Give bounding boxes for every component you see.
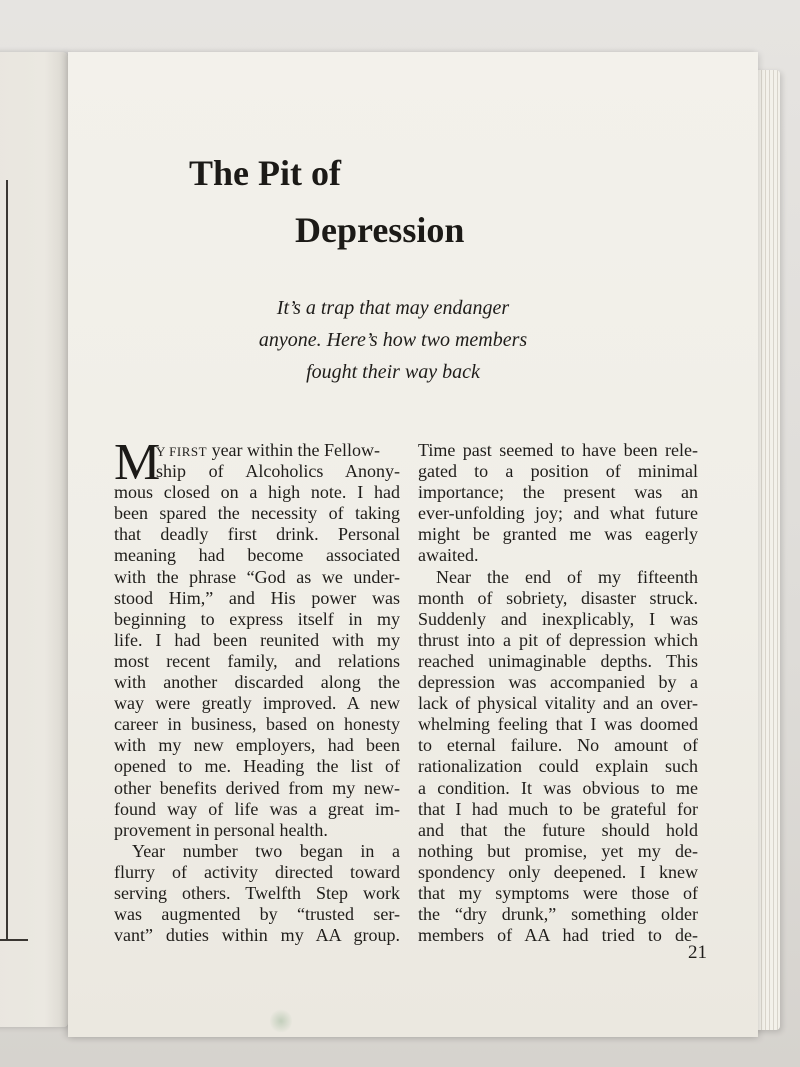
body-line: lack of physical vitality and an over- — [418, 693, 698, 714]
right-column — [418, 440, 698, 946]
body-line: thrust into a pit of depression which — [418, 629, 698, 650]
body-line: importance; the present was an — [418, 482, 698, 503]
body-line: Time past seemed to have been rele- — [418, 440, 698, 460]
small-caps-lead: Y FIRST — [156, 444, 208, 459]
body-line: rationalization could explain such — [418, 756, 698, 777]
body-line: stood Him,” and His power was — [114, 587, 400, 608]
page-number: 21 — [688, 942, 707, 963]
body-line: the “dry drunk,” something older — [418, 904, 698, 925]
body-line: Suddenly and inexplicably, I was — [418, 608, 698, 629]
body-line: flurry of activity directed toward — [114, 861, 400, 882]
body-line: spondency only deepened. I knew — [418, 861, 698, 882]
body-line: life. I had been reunited with my — [114, 629, 400, 650]
body-line: that deadly first drink. Personal — [114, 524, 400, 545]
body-line: was augmented by “trusted ser- — [114, 904, 400, 925]
body-line: that my symptoms were those of — [418, 882, 698, 903]
drop-cap: M — [114, 434, 161, 491]
body-line: members of AA had tried to de- — [418, 925, 698, 946]
article-title-line-1: The Pit of — [189, 153, 341, 193]
body-line: awaited. — [418, 545, 479, 566]
body-line: and that the future should hold — [418, 819, 698, 840]
body-line: found way of life was a great im- — [114, 798, 400, 819]
body-line: Year number two began in a — [132, 840, 400, 861]
article-subtitle — [228, 292, 558, 388]
body-line: with another discarded along the — [114, 672, 400, 693]
left-column — [114, 434, 400, 946]
article-title-line-2: Depression — [295, 210, 465, 250]
body-line: other benefits derived from my new- — [114, 777, 400, 798]
body-line: a condition. It was obvious to me — [418, 777, 698, 798]
body-line: depression was accompanied by a — [418, 672, 698, 693]
body-line: might be granted me was eagerly — [418, 524, 698, 545]
body-line-text: year within the Fellow- — [207, 440, 381, 460]
body-line: meaning had become associated — [114, 545, 400, 566]
subtitle-line: fought their way back — [306, 361, 480, 383]
paper-smudge — [270, 1008, 292, 1034]
body-line: way were greatly improved. A new — [114, 693, 400, 714]
body-line: month of sobriety, disaster struck. — [418, 587, 698, 608]
body-line: been spared the necessity of taking — [114, 503, 400, 524]
facing-page — [0, 52, 68, 1027]
body-line: nothing but promise, yet my de- — [418, 840, 698, 861]
body-line: mous closed on a high note. I had — [114, 482, 400, 503]
body-line: most recent family, and relations — [114, 650, 400, 671]
body-line: ship of Alcoholics Anony- — [156, 461, 400, 482]
body-line: to eternal failure. No amount of — [418, 735, 698, 756]
body-line: whelming feeling that I was doomed — [418, 714, 698, 735]
subtitle-line: It’s a trap that may endanger — [276, 297, 510, 319]
body-line: ever-unfolding joy; and what future — [418, 503, 698, 524]
body-line: gated to a position of minimal — [418, 461, 698, 482]
body-line: that I had much to be grateful for — [418, 798, 698, 819]
magazine-page — [68, 52, 758, 1037]
facing-page-horizontal-rule — [0, 939, 28, 941]
body-line: with the phrase “God as we under- — [114, 566, 400, 587]
body-line: serving others. Twelfth Step work — [114, 882, 400, 903]
body-line: opened to me. Heading the list of — [114, 756, 400, 777]
subtitle-line: anyone. Here’s how two members — [258, 329, 528, 351]
body-line: reached unimaginable depths. This — [418, 650, 698, 671]
body-line: provement in personal health. — [114, 819, 328, 840]
body-line: beginning to express itself in my — [114, 608, 400, 629]
body-line: Near the end of my fifteenth — [436, 566, 698, 587]
body-line: career in business, based on honesty — [114, 714, 400, 735]
body-line: with my new employers, had been — [114, 735, 400, 756]
facing-page-vertical-rule — [6, 180, 8, 940]
body-line: vant” duties within my AA group. — [114, 925, 400, 946]
